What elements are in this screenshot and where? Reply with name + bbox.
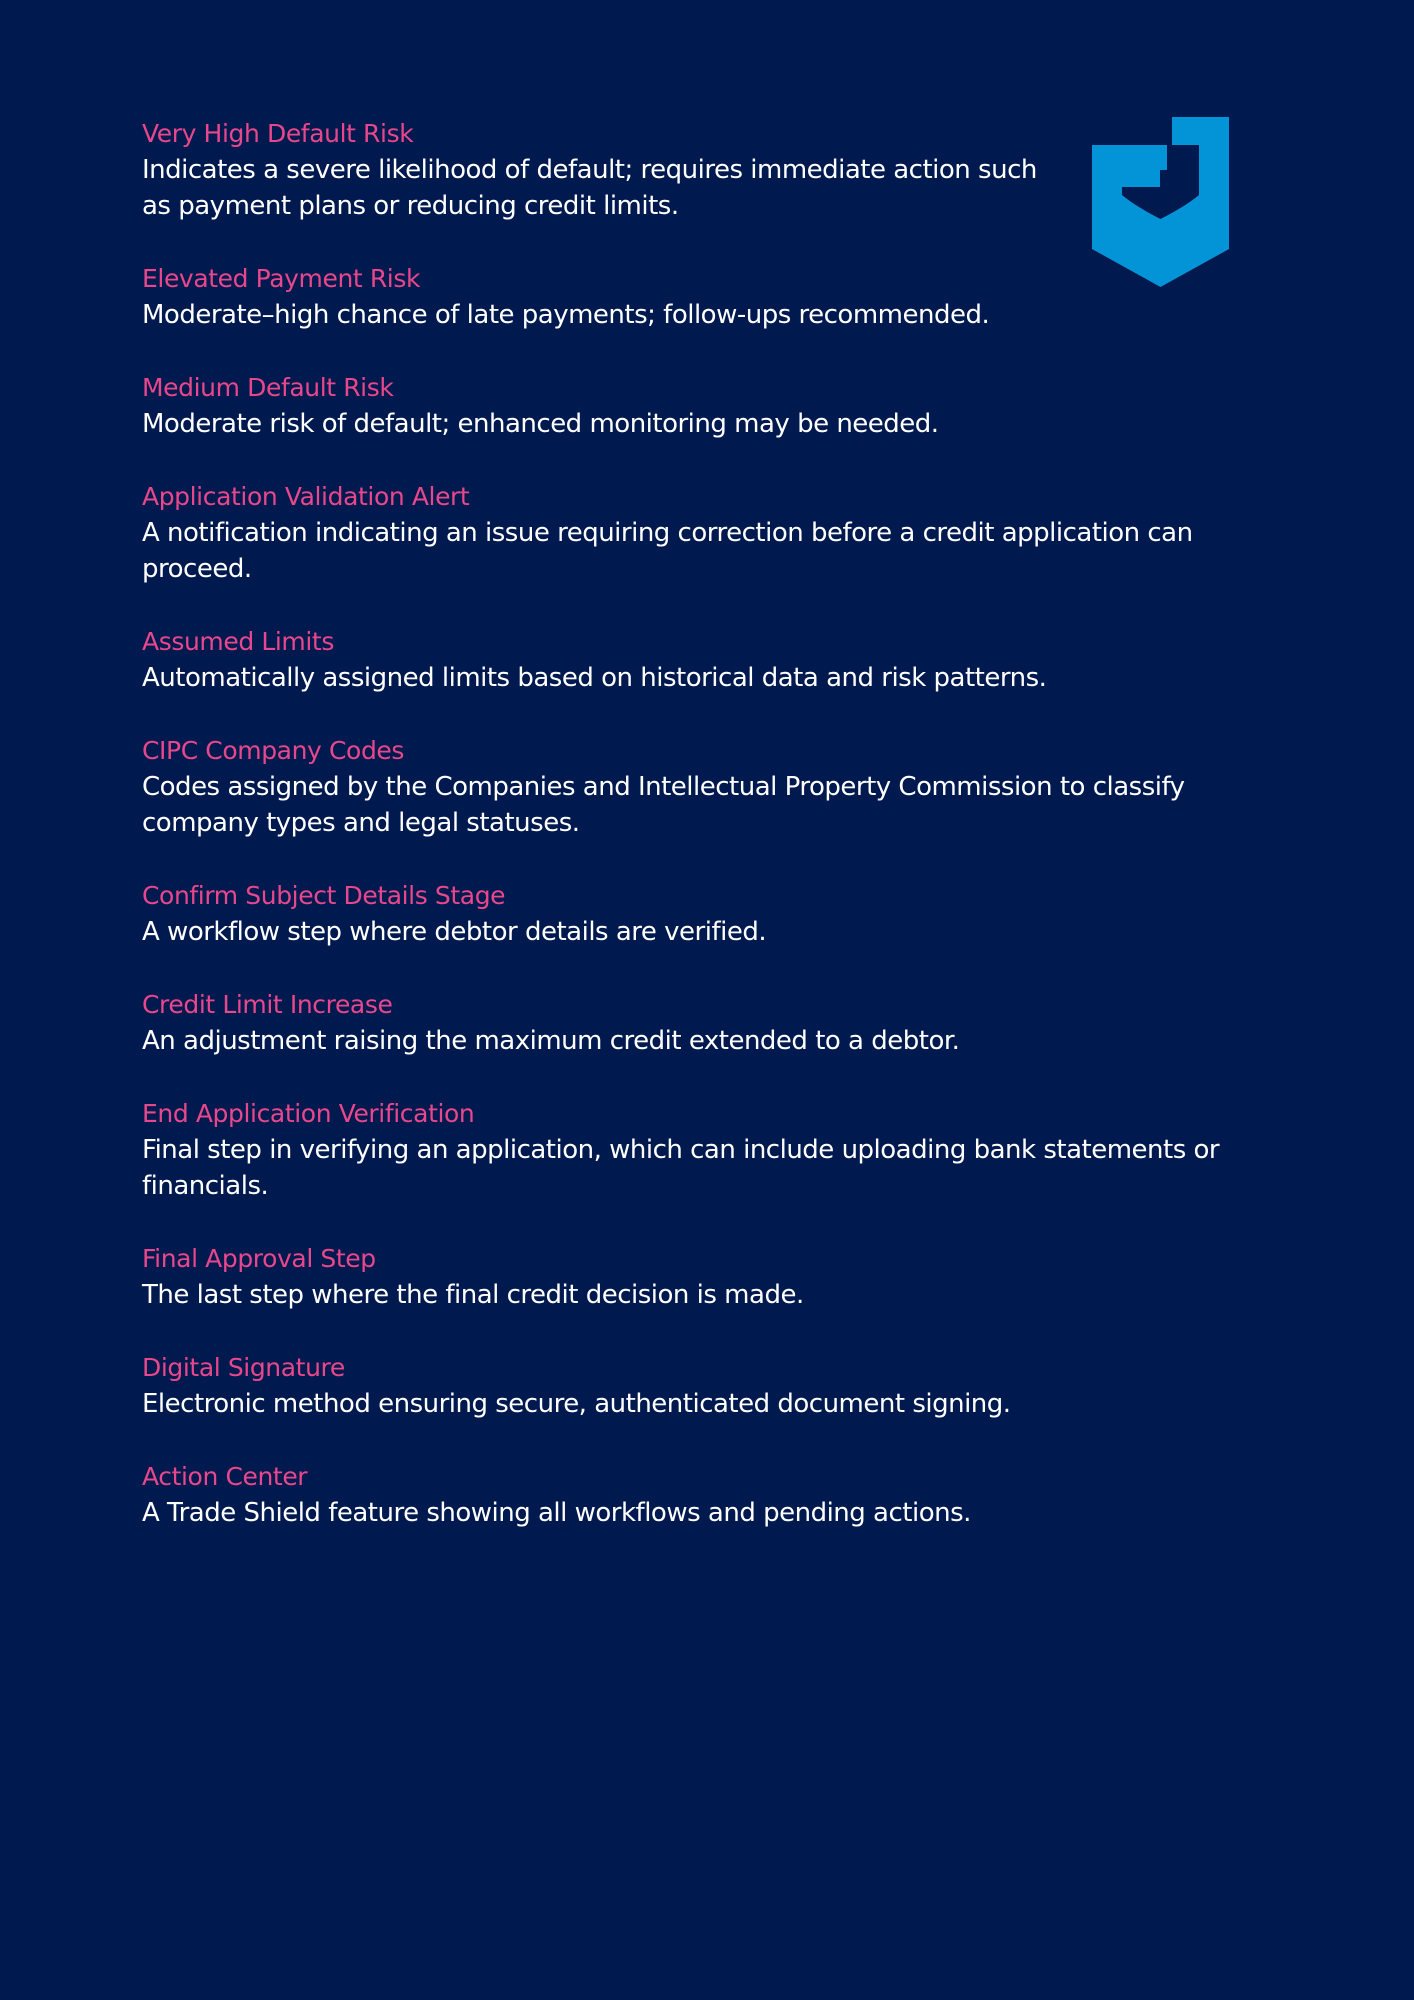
glossary-term: Elevated Payment Risk — [142, 264, 421, 293]
glossary-entry — [142, 733, 1232, 841]
glossary-definition: Indicates a severe likelihood of default; requires immediate action such as payment plans or reducing credit limits. — [142, 155, 1037, 221]
glossary-term: Application Validation Alert — [142, 482, 470, 511]
glossary-definition: A Trade Shield feature showing all workflows and pending actions. — [142, 1498, 971, 1528]
glossary-term: Very High Default Risk — [142, 119, 414, 148]
glossary-definition: Automatically assigned limits based on historical data and risk patterns. — [142, 663, 1047, 693]
glossary-entry — [142, 370, 1232, 442]
glossary-definition: A notification indicating an issue requiring correction before a credit application can proceed. — [142, 518, 1193, 584]
glossary-entry — [142, 116, 1232, 224]
glossary-term: Credit Limit Increase — [142, 990, 393, 1019]
glossary-term: Medium Default Risk — [142, 373, 394, 402]
glossary-entry — [142, 261, 1232, 333]
glossary-definition: A workflow step where debtor details are verified. — [142, 917, 767, 947]
glossary-term: Action Center — [142, 1462, 308, 1491]
glossary-entry — [142, 1350, 1232, 1422]
glossary-list — [142, 116, 1232, 1568]
glossary-definition: The last step where the final credit decision is made. — [142, 1280, 804, 1310]
glossary-entry — [142, 624, 1232, 696]
glossary-definition: Moderate–high chance of late payments; follow-ups recommended. — [142, 300, 990, 330]
glossary-entry — [142, 987, 1232, 1059]
glossary-entry — [142, 479, 1232, 587]
glossary-definition: Codes assigned by the Companies and Intellectual Property Commission to classify company types and legal statuses. — [142, 772, 1185, 838]
glossary-term: Final Approval Step — [142, 1244, 376, 1273]
glossary-definition: Final step in verifying an application, which can include uploading bank statements or financials. — [142, 1135, 1220, 1201]
glossary-term: End Application Verification — [142, 1099, 475, 1128]
glossary-definition: Electronic method ensuring secure, authenticated document signing. — [142, 1389, 1011, 1419]
glossary-term: Confirm Subject Details Stage — [142, 881, 506, 910]
glossary-entry — [142, 878, 1232, 950]
glossary-term: Digital Signature — [142, 1353, 345, 1382]
glossary-entry — [142, 1459, 1232, 1531]
glossary-definition: Moderate risk of default; enhanced monitoring may be needed. — [142, 409, 939, 439]
glossary-definition: An adjustment raising the maximum credit extended to a debtor. — [142, 1026, 960, 1056]
glossary-term: Assumed Limits — [142, 627, 334, 656]
glossary-term: CIPC Company Codes — [142, 736, 405, 765]
glossary-entry — [142, 1096, 1232, 1204]
glossary-entry — [142, 1241, 1232, 1313]
